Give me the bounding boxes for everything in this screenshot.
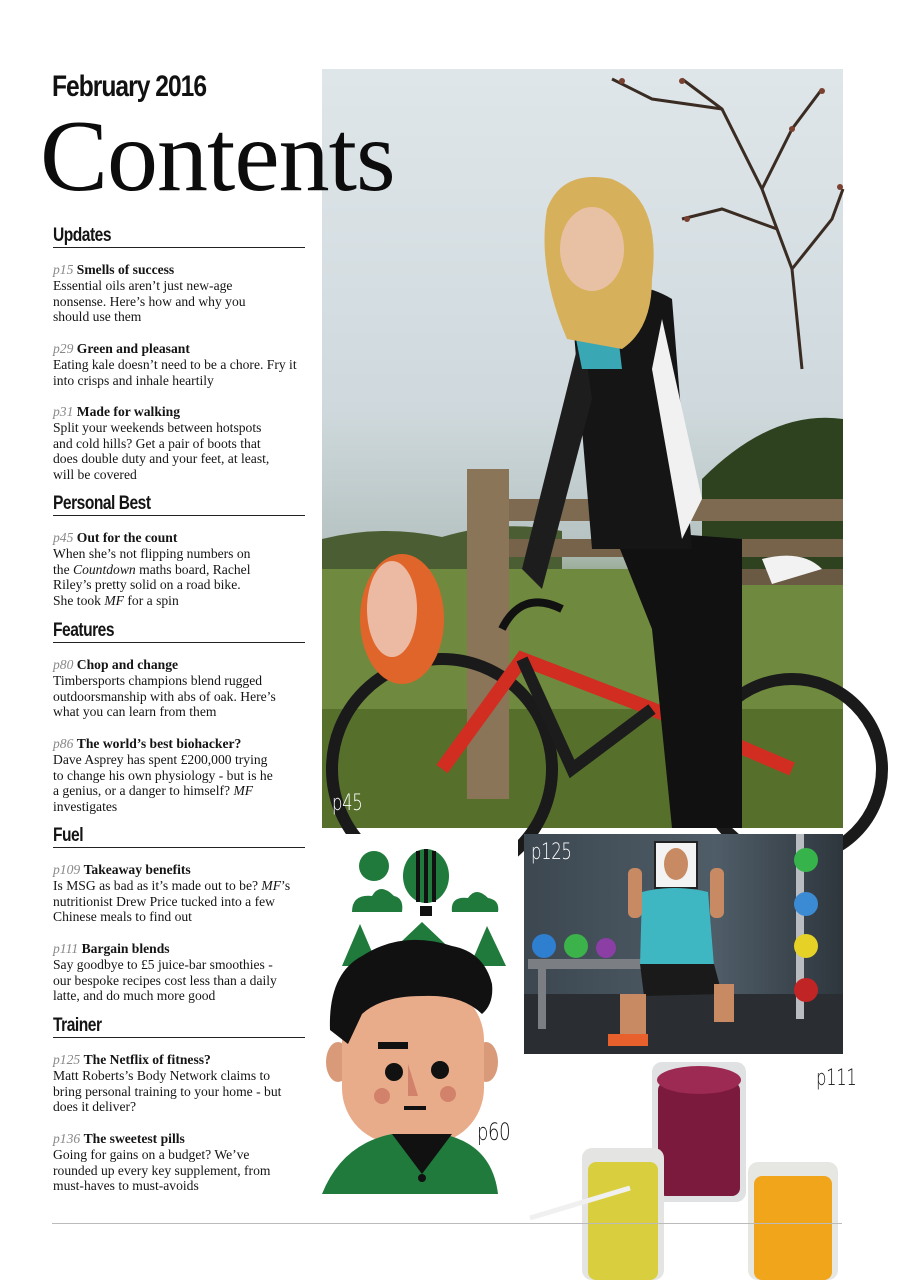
section-heading-features: Features: [53, 620, 305, 643]
section-heading-updates: Updates: [53, 225, 305, 248]
entry-green-and-pleasant[interactable]: p29 Green and pleasant Eating kale doesn’t need to be a chore. Fry it into crisps and inhale heartily: [53, 341, 313, 388]
entry-body: Eating kale doesn’t need to be a chore. Fry it into crisps and inhale heartily: [53, 356, 297, 388]
entry-made-for-walking[interactable]: p31 Made for walking Split your weekends between hotspots and cold hills? Get a pair of boots that does double duty and your feet, at least, will be covered: [53, 404, 313, 483]
page-title: Contents: [40, 100, 395, 213]
section-heading-trainer: Trainer: [53, 1015, 305, 1038]
entry-bargain-blends[interactable]: p111 Bargain blends Say goodbye to £5 juice-bar smoothies - our bespoke recipes cost less than a daily latte, and do much more good: [53, 941, 313, 1004]
gym-page-label: p125: [531, 840, 572, 865]
illustration-man: [322, 834, 518, 1194]
entry-body: Dave Asprey has spent £200,000 trying to change his own physiology - but is he a genius, or a danger to himself? MF investigates: [53, 751, 273, 815]
entry-body: Essential oils aren’t just new-age nonsense. Here’s how and why you should use them: [53, 277, 246, 325]
entry-body: Matt Roberts’s Body Network claims to bring personal training to your home - but does it deliver?: [53, 1067, 282, 1115]
section-heading-personal-best: Personal Best: [53, 493, 305, 516]
entry-netflix-of-fitness[interactable]: p125 The Netflix of fitness? Matt Roberts’s Body Network claims to bring personal training to your home - but does it deliver?: [53, 1052, 313, 1115]
entry-takeaway-benefits[interactable]: p109 Takeaway benefits Is MSG as bad as it’s made out to be? MF’s nutritionist Drew Price tucked into a few Chinese meals to find out: [53, 862, 313, 925]
photo-juices: [520, 1058, 857, 1280]
photo-gym-trainer: [524, 834, 843, 1054]
cyclist-illustration: [322, 69, 843, 828]
cover-photo-cyclist: [322, 69, 843, 828]
entry-sweetest-pills[interactable]: p136 The sweetest pills Going for gains on a budget? We’ve rounded up every key supplement, from must-haves to must-avoids: [53, 1131, 313, 1194]
entry-out-for-the-count[interactable]: p45 Out for the count When she’s not flipping numbers on the Countdown maths board, Rachel Riley’s pretty solid on a road bike. She took MF for a spin: [53, 530, 313, 609]
section-heading-fuel: Fuel: [53, 825, 305, 848]
issue-date: February 2016: [52, 70, 207, 103]
entry-smells-of-success[interactable]: p15 Smells of success Essential oils aren’t just new-age nonsense. Here’s how and why you should use them: [53, 262, 313, 325]
juice-glasses-illustration: [520, 1058, 850, 1280]
entry-body: Split your weekends between hotspots and cold hills? Get a pair of boots that does double duty and your feet, at least, will be covered: [53, 419, 270, 483]
illustration-page-label: p60: [477, 1118, 511, 1146]
gym-scene-illustration: [524, 834, 843, 1054]
entry-body: Say goodbye to £5 juice-bar smoothies - our bespoke recipes cost less than a daily latte, and do much more good: [53, 956, 277, 1004]
entry-body: Timbersports champions blend rugged outdoorsmanship with abs of oak. Here’s what you can learn from them: [53, 672, 276, 720]
entry-body: Is MSG as bad as it’s made out to be? MF’s nutritionist Drew Price tucked into a few Chinese meals to find out: [53, 877, 291, 925]
juice-page-label: p111: [816, 1066, 857, 1091]
bottom-rule: [52, 1223, 842, 1224]
entry-worlds-best-biohacker[interactable]: p86 The world’s best biohacker? Dave Asprey has spent £200,000 trying to change his own physiology - but is he a genius, or a danger to himself? MF investigates: [53, 736, 313, 815]
entry-chop-and-change[interactable]: p80 Chop and change Timbersports champions blend rugged outdoorsmanship with abs of oak. Here’s what you can learn from them: [53, 657, 313, 720]
entry-body: When she’s not flipping numbers on the Countdown maths board, Rachel Riley’s pretty solid on a road bike. She took MF for a spin: [53, 545, 251, 609]
cyclist-page-label: p45: [332, 791, 363, 816]
entry-body: Going for gains on a budget? We’ve rounded up every key supplement, from must-haves to must-avoids: [53, 1146, 271, 1194]
